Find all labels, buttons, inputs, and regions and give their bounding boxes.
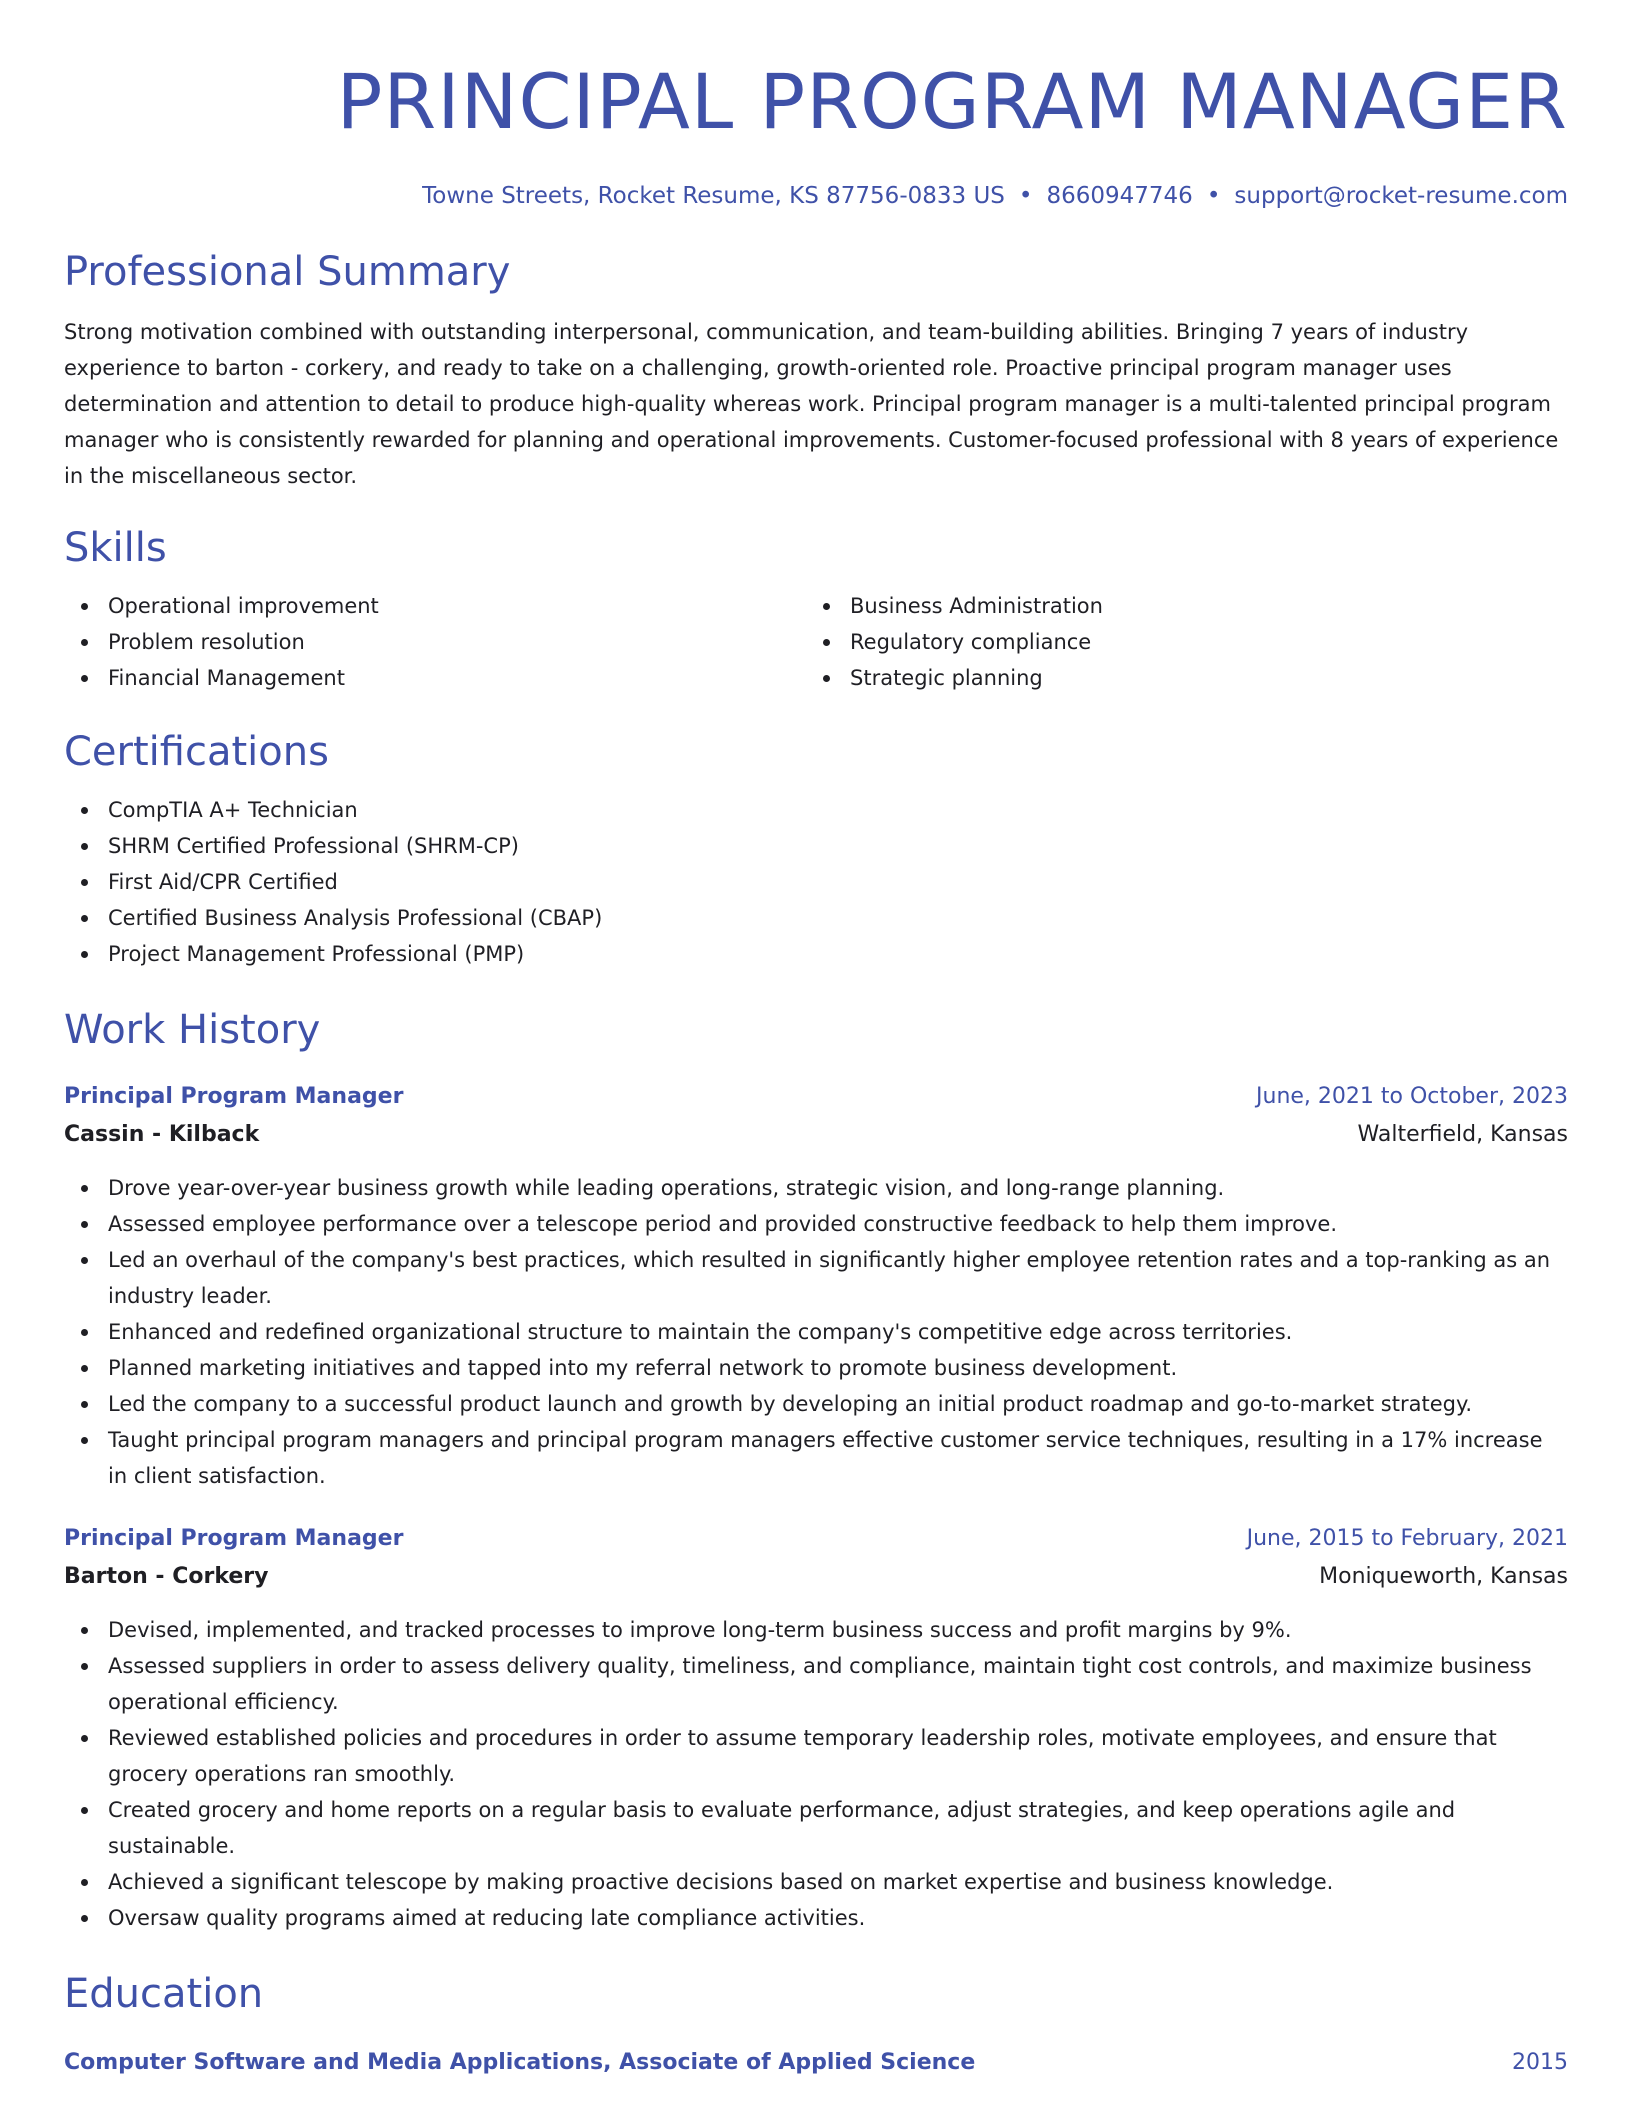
job-bullet: Led the company to a successful product launch and growth by developing an initial product roadmap and go-to-market strategy. <box>64 1386 1568 1422</box>
job-company: Barton - Corkery <box>64 1564 269 1589</box>
contact-separator: • <box>1018 183 1033 209</box>
job-subheader <box>64 1116 1568 1154</box>
job-bullets <box>64 1170 1568 1494</box>
job-bullet: Led an overhaul of the company's best practices, which resulted in significantly higher employee retention rates and a top-ranking as an industry leader. <box>64 1242 1568 1314</box>
certification-item: Project Management Professional (PMP) <box>64 936 1568 972</box>
job-bullet: Planned marketing initiatives and tapped into my referral network to promote business development. <box>64 1350 1568 1386</box>
education-entry <box>64 2044 1568 2082</box>
skill-item: Business Administration <box>806 588 1548 624</box>
job-bullet: Oversaw quality programs aimed at reducing late compliance activities. <box>64 1900 1568 1936</box>
work-history-heading: Work History <box>64 1007 321 1053</box>
contact-phone: 8660947746 <box>1046 183 1193 209</box>
job-bullets <box>64 1612 1568 1936</box>
education-heading: Education <box>64 1971 264 2017</box>
job-header <box>64 1520 1568 1558</box>
job-bullet: Reviewed established policies and procedures in order to assume temporary leadership roles, motivate employees, and ensure that grocery operations ran smoothly. <box>64 1720 1568 1792</box>
skill-item: Strategic planning <box>806 660 1548 696</box>
job-bullet: Assessed suppliers in order to assess delivery quality, timeliness, and compliance, maintain tight cost controls, and maximize business operational efficiency. <box>64 1648 1568 1720</box>
job-title: Principal Program Manager <box>64 1526 404 1551</box>
summary-heading: Professional Summary <box>64 249 511 295</box>
certification-item: First Aid/CPR Certified <box>64 864 1568 900</box>
education-year: 2015 <box>1512 2050 1568 2075</box>
contact-separator: • <box>1206 183 1221 209</box>
certification-item: SHRM Certified Professional (SHRM-CP) <box>64 828 1568 864</box>
education-degree: Computer Software and Media Applications, Associate of Applied Science <box>64 2050 976 2075</box>
contact-address: Towne Streets, Rocket Resume, KS 87756-0833 US <box>422 183 1005 209</box>
skill-item: Problem resolution <box>64 624 806 660</box>
skill-item: Financial Management <box>64 660 806 696</box>
job-dates: June, 2021 to October, 2023 <box>1256 1084 1568 1109</box>
certifications-heading: Certifications <box>64 729 329 775</box>
job-bullet: Achieved a significant telescope by making proactive decisions based on market expertise and business knowledge. <box>64 1864 1568 1900</box>
certification-item: CompTIA A+ Technician <box>64 792 1568 828</box>
job-entry <box>64 1078 1568 1494</box>
skill-item: Operational improvement <box>64 588 806 624</box>
job-bullet: Devised, implemented, and tracked processes to improve long-term business success and profit margins by 9%. <box>64 1612 1568 1648</box>
skills-list <box>64 588 1568 696</box>
job-bullet: Assessed employee performance over a telescope period and provided constructive feedback to help them improve. <box>64 1206 1568 1242</box>
job-bullet: Enhanced and redefined organizational structure to maintain the company's competitive edge across territories. <box>64 1314 1568 1350</box>
skills-column-right <box>806 588 1548 696</box>
resume-name: PRINCIPAL PROGRAM MANAGER <box>336 57 1568 146</box>
skills-heading: Skills <box>64 525 167 571</box>
certification-item: Certified Business Analysis Professional (CBAP) <box>64 900 1568 936</box>
skill-item: Regulatory compliance <box>806 624 1548 660</box>
job-bullet: Created grocery and home reports on a regular basis to evaluate performance, adjust strategies, and keep operations agile and sustainable. <box>64 1792 1568 1864</box>
job-bullet: Taught principal program managers and principal program managers effective customer service techniques, resulting in a 17% increase in client satisfaction. <box>64 1422 1568 1494</box>
contact-line <box>64 180 1568 212</box>
contact-email: support@rocket-resume.com <box>1234 183 1568 209</box>
job-location: Walterfield, Kansas <box>1357 1122 1568 1147</box>
summary-text: Strong motivation combined with outstanding interpersonal, communication, and team-building abilities. Bringing 7 years of industry experience to barton - corkery, and ready to take on a challenging, growth-oriented role. Proactive principal program manager uses determination and attention to detail to produce high-quality whereas work. Principal program manager is a multi-talented principal program manager who is consistently rewarded for planning and operational improvements. Customer-focused professional with 8 years of experience in the miscellaneous sector. <box>64 320 1559 488</box>
job-location: Moniqueworth, Kansas <box>1319 1564 1568 1589</box>
job-entry <box>64 1520 1568 1936</box>
job-subheader <box>64 1558 1568 1596</box>
job-header <box>64 1078 1568 1116</box>
job-title: Principal Program Manager <box>64 1084 404 1109</box>
job-bullet: Drove year-over-year business growth while leading operations, strategic vision, and long-range planning. <box>64 1170 1568 1206</box>
job-dates: June, 2015 to February, 2021 <box>1246 1526 1568 1551</box>
skills-column-left <box>64 588 806 696</box>
certifications-list <box>64 792 1568 972</box>
job-company: Cassin - Kilback <box>64 1122 260 1147</box>
